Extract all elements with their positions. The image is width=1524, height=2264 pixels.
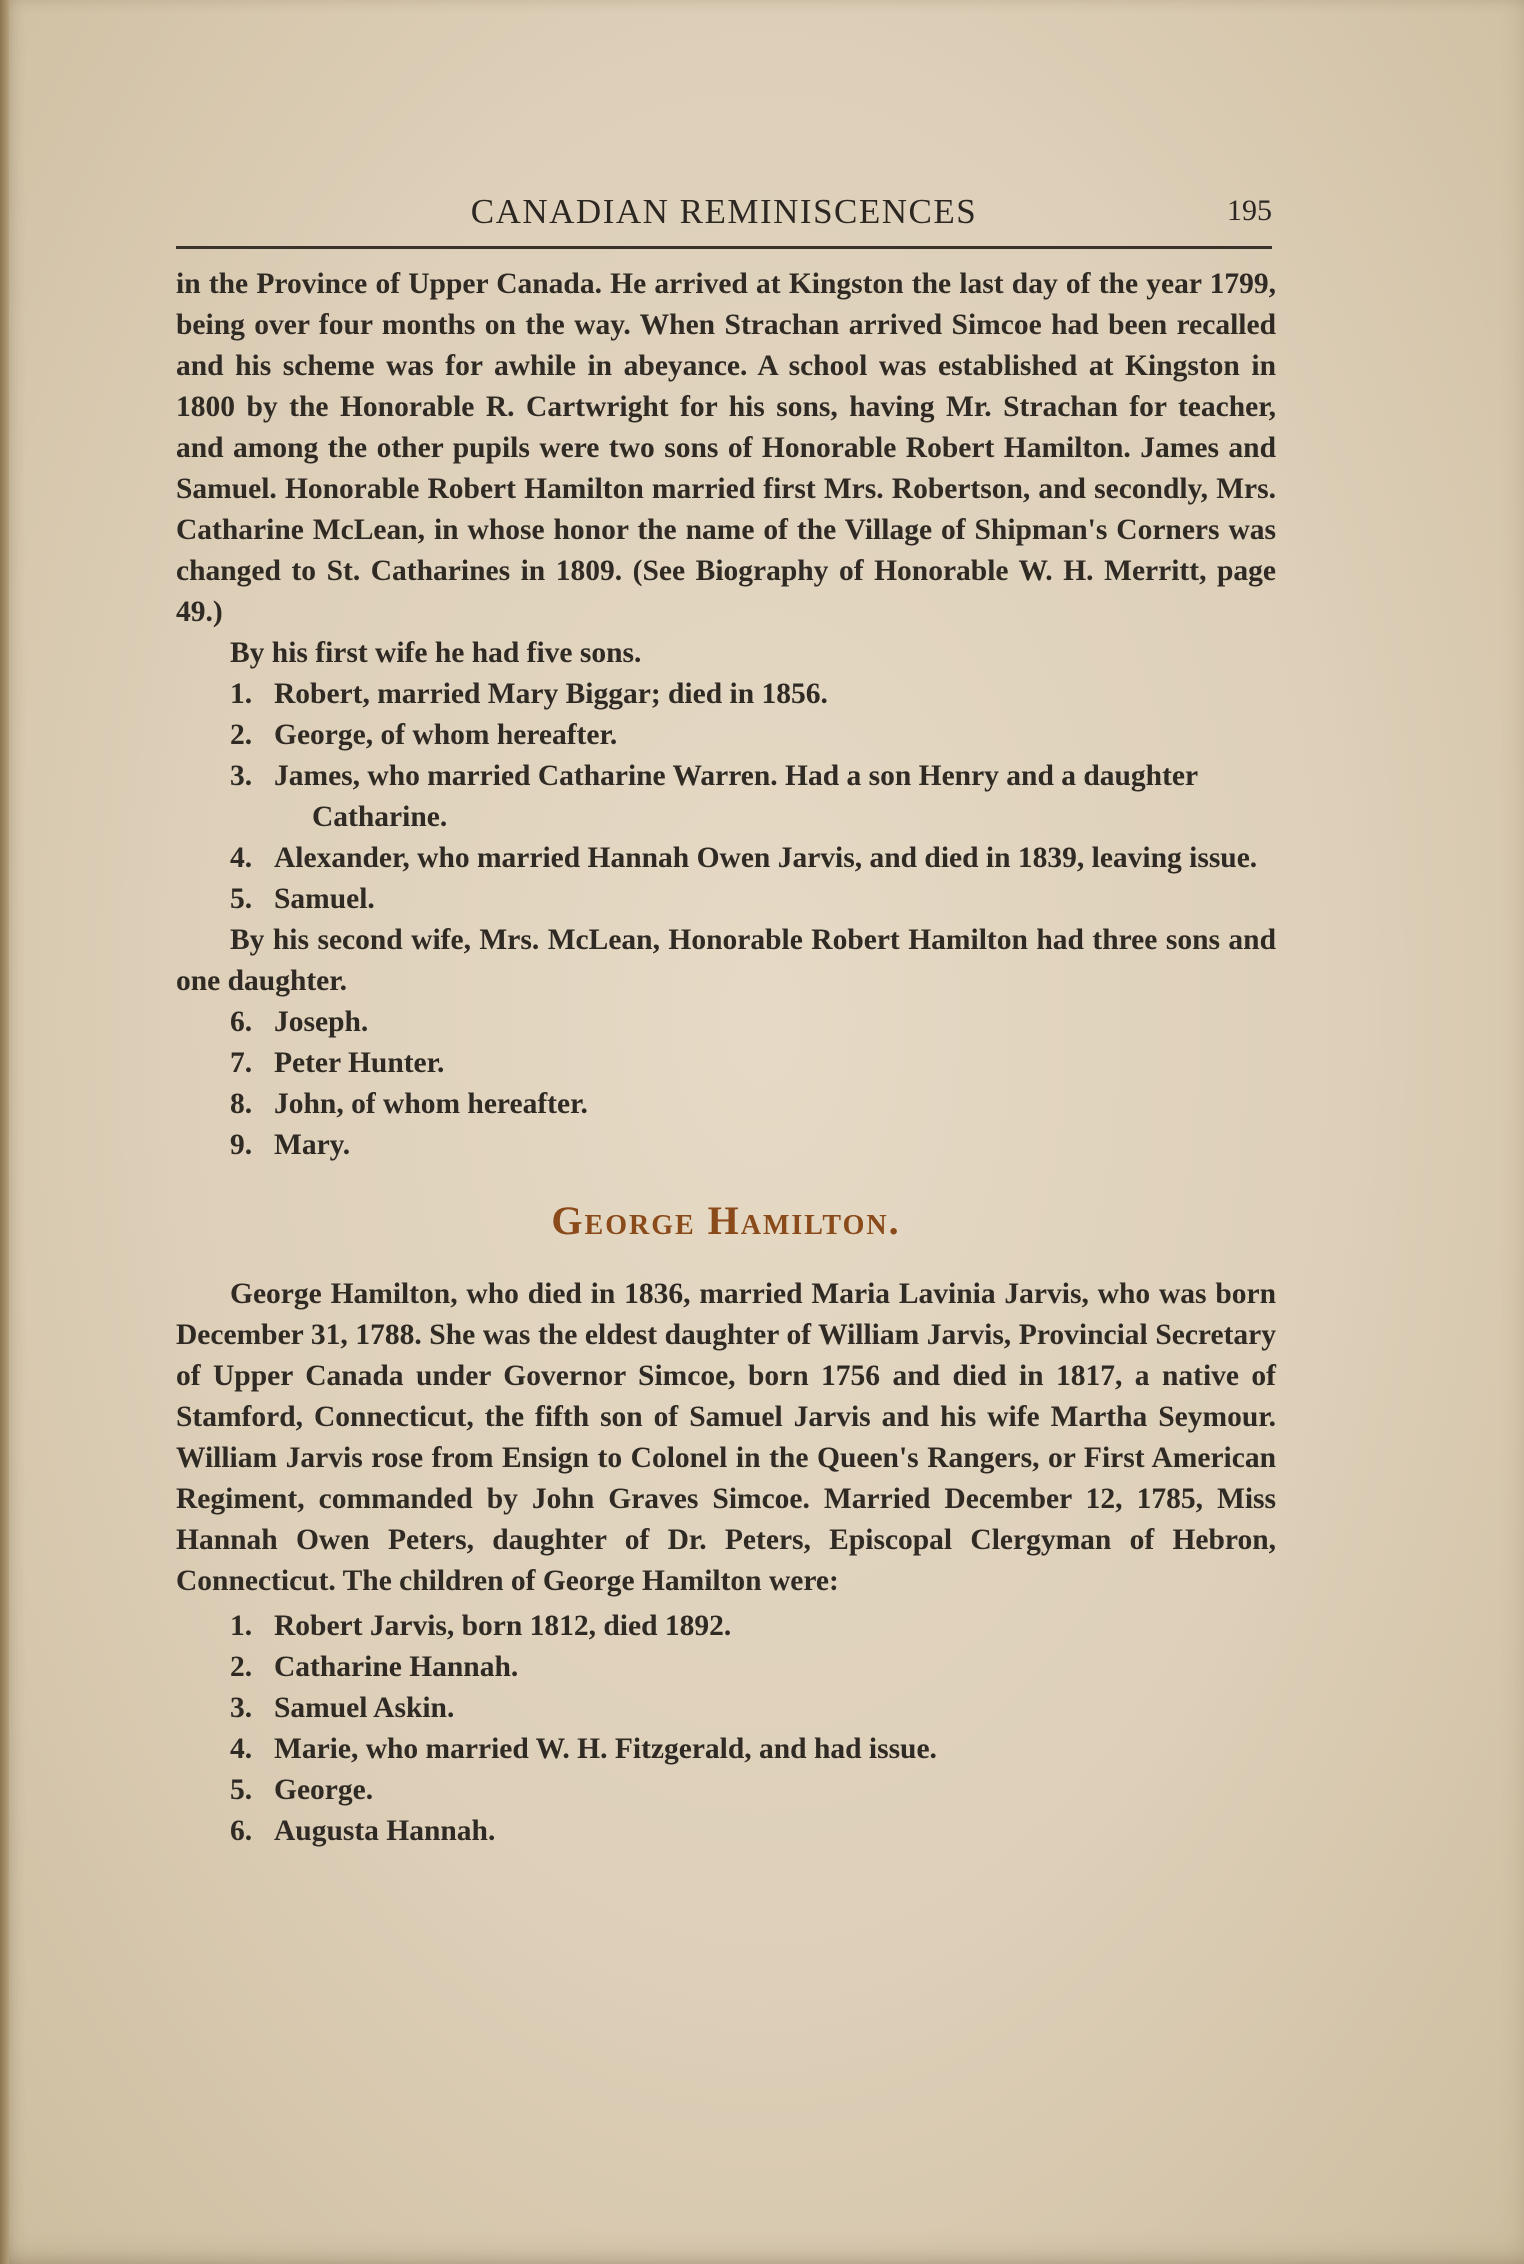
list-item: 7. Peter Hunter. <box>230 1047 445 1079</box>
list-item: 1. Robert Jarvis, born 1812, died 1892. <box>230 1610 732 1642</box>
george-hamilton-paragraph: George Hamilton, who died in 1836, married Maria Lavinia Jarvis, who was born December 31, 1788. She was the eldest daughter of William Jarvis, Provincial Secretary of Upper Canada under Governor Simcoe, born 1756 and died in 1817, a native of Stamford, Connecticut, the fifth son of Samuel Jarvis and his wife Martha Seymour. William Jarvis rose from Ensign to Colonel in the Queen's Rangers, or First American Regiment, commanded by John Graves Simcoe. Married December 12, 1785, Miss Hannah Owen Peters, daughter of Dr. Peters, Episcopal Clergyman of Hebron, Connecticut. The children of George Hamilton were: <box>176 1278 1276 1597</box>
list-item: 4. Marie, who married W. H. Fitzgerald, and had issue. <box>230 1733 937 1765</box>
page-number: 195 <box>1227 194 1272 227</box>
list-item: 6. Joseph. <box>230 1006 369 1038</box>
list-item: 2. Catharine Hannah. <box>230 1651 519 1683</box>
section-heading: George Hamilton. <box>551 1198 901 1243</box>
binding-edge <box>0 0 9 2264</box>
list-item: 5. Samuel. <box>230 883 375 915</box>
paragraph-province: in the Province of Upper Canada. He arrived at Kingston the last day of the year 1799, being over four months on the way. When Strachan arrived Simcoe had been recalled and his scheme was for awhile in abeyance. A school was established at Kingston in 1800 by the Honorable R. Cartwright for his sons, having Mr. Strachan for teacher, and among the other pupils were two sons of Honorable Robert Hamilton. James and Samuel. Honorable Robert Hamilton married first Mrs. Robertson, and secondly, Mrs. Catharine McLean, in whose honor the name of the Village of Shipman's Corners was changed to St. Catharines in 1809. (See Biography of Honorable W. H. Merritt, page 49.) <box>176 268 1276 628</box>
list-item: 2. George, of whom hereafter. <box>230 719 618 751</box>
page-body <box>176 264 1276 1852</box>
list-item: 4. Alexander, who married Hannah Owen Jarvis, and died in 1839, leaving issue. <box>230 842 1258 874</box>
first-wife-sons-list <box>176 674 1276 920</box>
list-item: 1. Robert, married Mary Biggar; died in 1856. <box>230 678 828 710</box>
list-item: 5. George. <box>230 1774 374 1806</box>
list-item: 9. Mary. <box>230 1129 351 1161</box>
list-item: 3. Samuel Askin. <box>230 1692 455 1724</box>
second-wife-children-list <box>176 1002 1276 1166</box>
second-wife-intro: By his second wife, Mrs. McLean, Honorable Robert Hamilton had three sons and one daughter. <box>176 924 1276 997</box>
header-rule <box>176 246 1272 249</box>
list-item: 6. Augusta Hannah. <box>230 1815 496 1847</box>
running-title: CANADIAN REMINISCENCES <box>470 192 978 231</box>
list-item: 3. James, who married Catharine Warren. Had a son Henry and a daughter Catharine. <box>230 760 1198 833</box>
first-wife-intro: By his first wife he had five sons. <box>230 637 642 669</box>
list-item: 8. John, of whom hereafter. <box>230 1088 588 1120</box>
george-children-list <box>176 1606 1276 1852</box>
page-header <box>176 192 1272 242</box>
